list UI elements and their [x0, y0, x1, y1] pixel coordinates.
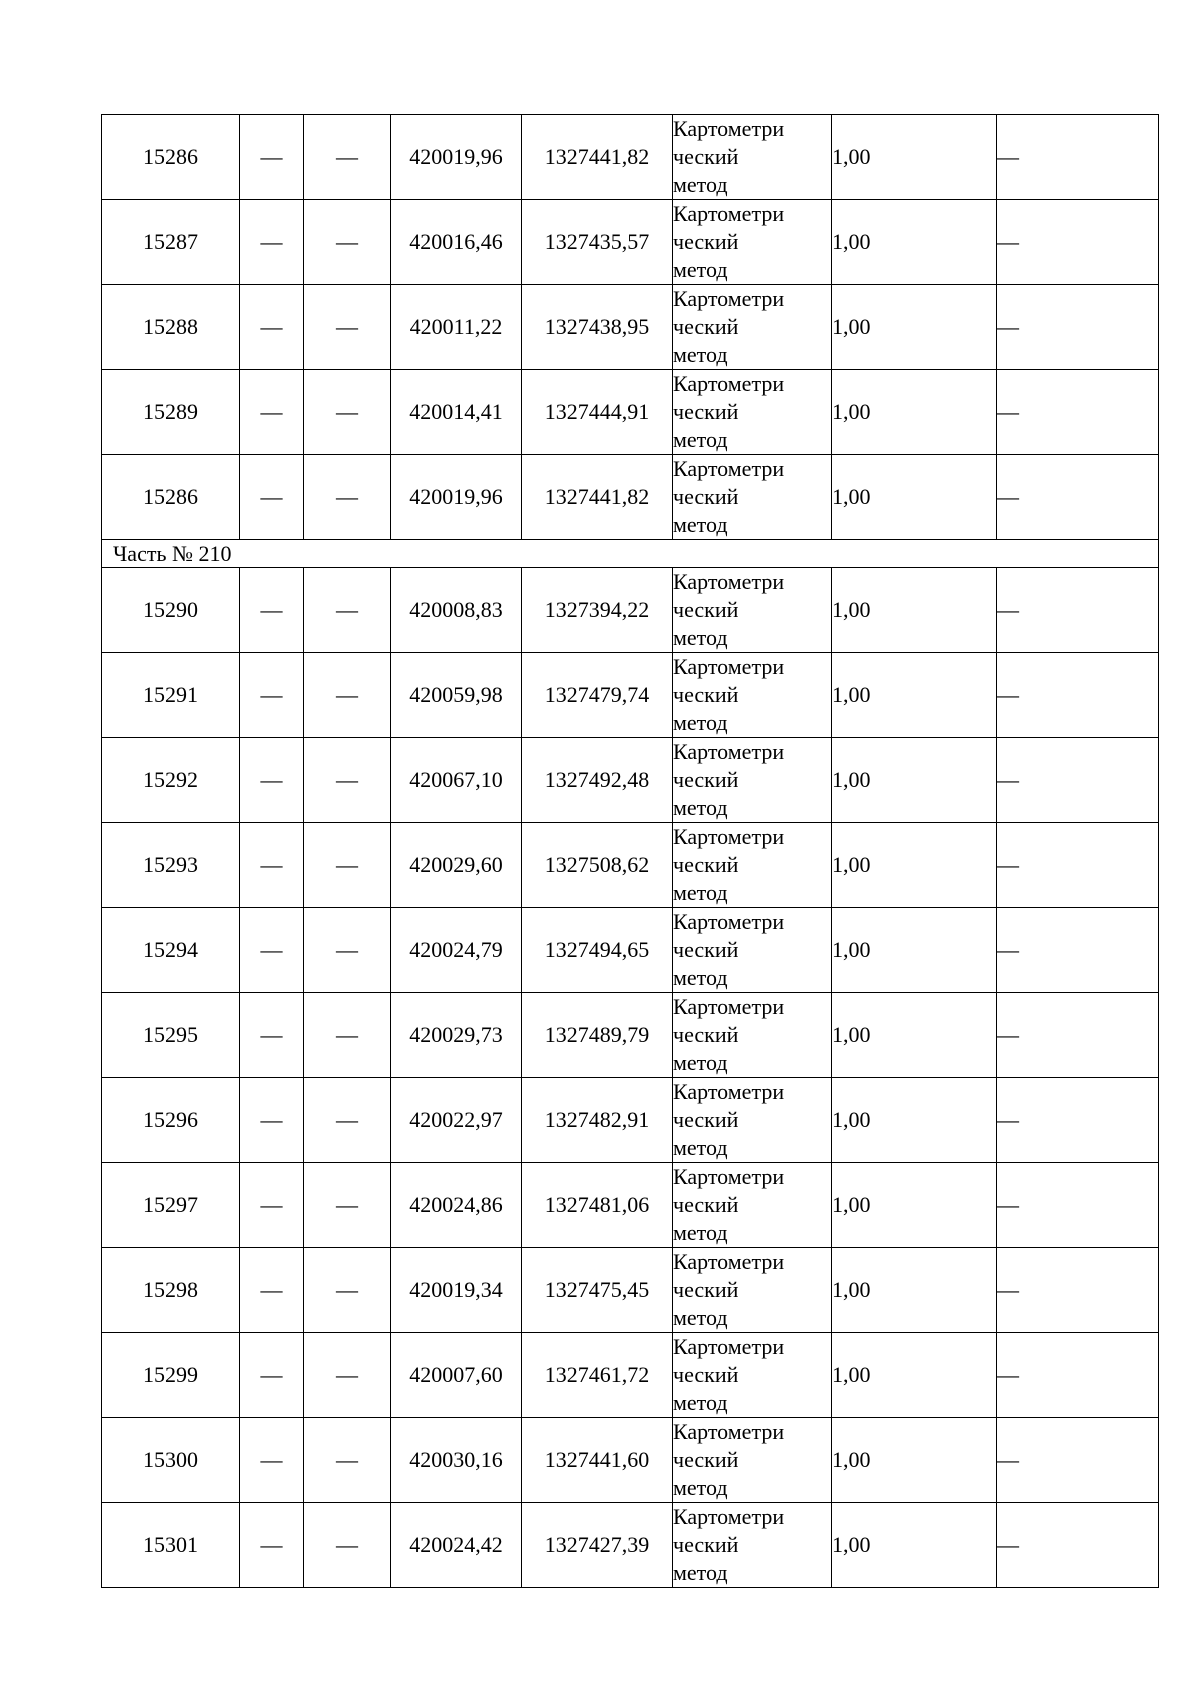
- empty-value-cell: —: [304, 568, 391, 653]
- coordinate-x-cell: 420019,34: [391, 1248, 522, 1333]
- method-text-line: Картометри: [673, 1334, 785, 1359]
- accuracy-cell: 1,00: [832, 370, 997, 455]
- accuracy-cell: 1,00: [832, 568, 997, 653]
- method-text-line: ческий: [673, 1107, 739, 1132]
- description-cell: —: [997, 1163, 1159, 1248]
- method-text-line: ческий: [673, 1447, 739, 1472]
- point-number-cell: 15298: [102, 1248, 240, 1333]
- empty-value-cell: —: [304, 455, 391, 540]
- coordinate-y-cell: 1327489,79: [522, 993, 673, 1078]
- coordinate-x-cell: 420019,96: [391, 115, 522, 200]
- description-cell: —: [997, 823, 1159, 908]
- method-text-line: метод: [673, 1305, 728, 1330]
- empty-value-cell: —: [304, 1418, 391, 1503]
- method-text-line: метод: [673, 512, 728, 537]
- empty-value-cell: —: [304, 908, 391, 993]
- method-cell: [673, 1248, 832, 1333]
- coordinate-y-cell: 1327508,62: [522, 823, 673, 908]
- method-text-line: метод: [673, 1050, 728, 1075]
- coordinate-x-cell: 420029,73: [391, 993, 522, 1078]
- table-row: [102, 908, 1159, 993]
- method-cell: [673, 200, 832, 285]
- empty-value-cell: —: [304, 738, 391, 823]
- description-cell: —: [997, 455, 1159, 540]
- empty-value-cell: —: [240, 370, 304, 455]
- coordinate-x-cell: 420016,46: [391, 200, 522, 285]
- coordinate-y-cell: 1327444,91: [522, 370, 673, 455]
- description-cell: —: [997, 993, 1159, 1078]
- description-cell: —: [997, 370, 1159, 455]
- method-text-line: Картометри: [673, 1164, 785, 1189]
- method-text-line: метод: [673, 342, 728, 367]
- method-text-line: ческий: [673, 399, 739, 424]
- point-number-cell: 15299: [102, 1333, 240, 1418]
- method-cell: [673, 1333, 832, 1418]
- method-text-line: метод: [673, 710, 728, 735]
- point-number-cell: 15295: [102, 993, 240, 1078]
- method-cell: [673, 1078, 832, 1163]
- point-number-cell: 15288: [102, 285, 240, 370]
- table-row: [102, 1163, 1159, 1248]
- description-cell: —: [997, 115, 1159, 200]
- empty-value-cell: —: [240, 1503, 304, 1588]
- coordinate-x-cell: 420022,97: [391, 1078, 522, 1163]
- method-text-line: ческий: [673, 1277, 739, 1302]
- accuracy-cell: 1,00: [832, 653, 997, 738]
- section-header-row: [102, 540, 1159, 568]
- method-text-line: метод: [673, 427, 728, 452]
- method-cell: [673, 823, 832, 908]
- empty-value-cell: —: [240, 285, 304, 370]
- method-text-line: Картометри: [673, 654, 785, 679]
- method-cell: [673, 1418, 832, 1503]
- method-text-line: метод: [673, 880, 728, 905]
- empty-value-cell: —: [240, 738, 304, 823]
- method-text-line: Картометри: [673, 201, 785, 226]
- method-text-line: Картометри: [673, 569, 785, 594]
- empty-value-cell: —: [304, 993, 391, 1078]
- point-number-cell: 15300: [102, 1418, 240, 1503]
- table-row: [102, 993, 1159, 1078]
- table-row: [102, 370, 1159, 455]
- method-text-line: ческий: [673, 314, 739, 339]
- table-row: [102, 738, 1159, 823]
- method-text-line: Картометри: [673, 456, 785, 481]
- table-row: [102, 200, 1159, 285]
- method-text-line: метод: [673, 1135, 728, 1160]
- method-text-line: Картометри: [673, 1504, 785, 1529]
- coordinate-x-cell: 420059,98: [391, 653, 522, 738]
- method-text-line: ческий: [673, 144, 739, 169]
- empty-value-cell: —: [304, 1078, 391, 1163]
- empty-value-cell: —: [240, 908, 304, 993]
- coordinate-y-cell: 1327441,82: [522, 115, 673, 200]
- accuracy-cell: 1,00: [832, 1078, 997, 1163]
- table-row: [102, 1418, 1159, 1503]
- empty-value-cell: —: [304, 653, 391, 738]
- section-title: Часть № 210: [102, 540, 1159, 568]
- description-cell: —: [997, 653, 1159, 738]
- table-row: [102, 1333, 1159, 1418]
- coordinate-x-cell: 420011,22: [391, 285, 522, 370]
- coordinate-y-cell: 1327435,57: [522, 200, 673, 285]
- method-text-line: ческий: [673, 1192, 739, 1217]
- empty-value-cell: —: [304, 1248, 391, 1333]
- method-text-line: ческий: [673, 852, 739, 877]
- empty-value-cell: —: [304, 1163, 391, 1248]
- table-row: [102, 1078, 1159, 1163]
- coordinate-y-cell: 1327394,22: [522, 568, 673, 653]
- description-cell: —: [997, 1418, 1159, 1503]
- method-text-line: метод: [673, 795, 728, 820]
- empty-value-cell: —: [240, 455, 304, 540]
- empty-value-cell: —: [240, 1333, 304, 1418]
- empty-value-cell: —: [240, 115, 304, 200]
- coordinate-y-cell: 1327492,48: [522, 738, 673, 823]
- accuracy-cell: 1,00: [832, 1163, 997, 1248]
- method-cell: [673, 370, 832, 455]
- empty-value-cell: —: [240, 993, 304, 1078]
- coordinate-y-cell: 1327461,72: [522, 1333, 673, 1418]
- accuracy-cell: 1,00: [832, 1333, 997, 1418]
- coordinate-x-cell: 420014,41: [391, 370, 522, 455]
- table-row: [102, 653, 1159, 738]
- accuracy-cell: 1,00: [832, 823, 997, 908]
- method-text-line: ческий: [673, 229, 739, 254]
- method-cell: [673, 285, 832, 370]
- table-row: [102, 1248, 1159, 1333]
- point-number-cell: 15286: [102, 115, 240, 200]
- empty-value-cell: —: [240, 1078, 304, 1163]
- method-cell: [673, 455, 832, 540]
- table-row: [102, 1503, 1159, 1588]
- description-cell: —: [997, 285, 1159, 370]
- coordinate-y-cell: 1327494,65: [522, 908, 673, 993]
- accuracy-cell: 1,00: [832, 200, 997, 285]
- coordinate-x-cell: 420030,16: [391, 1418, 522, 1503]
- point-number-cell: 15297: [102, 1163, 240, 1248]
- description-cell: —: [997, 200, 1159, 285]
- coordinate-y-cell: 1327438,95: [522, 285, 673, 370]
- empty-value-cell: —: [240, 823, 304, 908]
- method-text-line: метод: [673, 625, 728, 650]
- point-number-cell: 15287: [102, 200, 240, 285]
- method-text-line: Картометри: [673, 739, 785, 764]
- point-number-cell: 15294: [102, 908, 240, 993]
- table-row: [102, 823, 1159, 908]
- coordinate-y-cell: 1327482,91: [522, 1078, 673, 1163]
- method-text-line: метод: [673, 257, 728, 282]
- accuracy-cell: 1,00: [832, 908, 997, 993]
- empty-value-cell: —: [240, 653, 304, 738]
- table-row: [102, 115, 1159, 200]
- method-text-line: Картометри: [673, 1079, 785, 1104]
- description-cell: —: [997, 568, 1159, 653]
- method-text-line: Картометри: [673, 994, 785, 1019]
- empty-value-cell: —: [304, 1333, 391, 1418]
- description-cell: —: [997, 1503, 1159, 1588]
- method-text-line: ческий: [673, 1532, 739, 1557]
- coordinate-y-cell: 1327481,06: [522, 1163, 673, 1248]
- method-text-line: метод: [673, 172, 728, 197]
- description-cell: —: [997, 1248, 1159, 1333]
- empty-value-cell: —: [304, 115, 391, 200]
- method-text-line: Картометри: [673, 286, 785, 311]
- method-text-line: ческий: [673, 1362, 739, 1387]
- point-number-cell: 15293: [102, 823, 240, 908]
- empty-value-cell: —: [304, 200, 391, 285]
- coordinate-y-cell: 1327441,82: [522, 455, 673, 540]
- method-text-line: Картометри: [673, 371, 785, 396]
- empty-value-cell: —: [240, 1418, 304, 1503]
- coordinate-x-cell: 420029,60: [391, 823, 522, 908]
- point-number-cell: 15289: [102, 370, 240, 455]
- method-cell: [673, 115, 832, 200]
- accuracy-cell: 1,00: [832, 993, 997, 1078]
- accuracy-cell: 1,00: [832, 455, 997, 540]
- method-text-line: ческий: [673, 767, 739, 792]
- empty-value-cell: —: [240, 568, 304, 653]
- accuracy-cell: 1,00: [832, 1248, 997, 1333]
- empty-value-cell: —: [304, 823, 391, 908]
- coordinates-table: [101, 114, 1159, 1588]
- accuracy-cell: 1,00: [832, 285, 997, 370]
- coordinate-x-cell: 420024,42: [391, 1503, 522, 1588]
- empty-value-cell: —: [304, 370, 391, 455]
- method-text-line: Картометри: [673, 909, 785, 934]
- table-row: [102, 455, 1159, 540]
- coordinate-x-cell: 420008,83: [391, 568, 522, 653]
- coordinate-y-cell: 1327475,45: [522, 1248, 673, 1333]
- method-text-line: ческий: [673, 597, 739, 622]
- method-cell: [673, 1163, 832, 1248]
- coordinate-y-cell: 1327479,74: [522, 653, 673, 738]
- method-text-line: Картометри: [673, 116, 785, 141]
- coordinate-x-cell: 420007,60: [391, 1333, 522, 1418]
- method-cell: [673, 568, 832, 653]
- coordinate-x-cell: 420067,10: [391, 738, 522, 823]
- empty-value-cell: —: [240, 1248, 304, 1333]
- table-body: [102, 115, 1159, 1588]
- point-number-cell: 15292: [102, 738, 240, 823]
- method-text-line: метод: [673, 1220, 728, 1245]
- method-text-line: Картометри: [673, 1419, 785, 1444]
- method-text-line: Картометри: [673, 1249, 785, 1274]
- method-text-line: метод: [673, 1475, 728, 1500]
- coordinate-x-cell: 420024,79: [391, 908, 522, 993]
- method-text-line: метод: [673, 1560, 728, 1585]
- accuracy-cell: 1,00: [832, 1503, 997, 1588]
- point-number-cell: 15286: [102, 455, 240, 540]
- empty-value-cell: —: [304, 1503, 391, 1588]
- table-row: [102, 285, 1159, 370]
- coordinate-y-cell: 1327427,39: [522, 1503, 673, 1588]
- coordinate-y-cell: 1327441,60: [522, 1418, 673, 1503]
- description-cell: —: [997, 1078, 1159, 1163]
- method-cell: [673, 738, 832, 823]
- point-number-cell: 15296: [102, 1078, 240, 1163]
- accuracy-cell: 1,00: [832, 1418, 997, 1503]
- method-text-line: ческий: [673, 1022, 739, 1047]
- point-number-cell: 15301: [102, 1503, 240, 1588]
- coordinate-x-cell: 420019,96: [391, 455, 522, 540]
- point-number-cell: 15290: [102, 568, 240, 653]
- method-text-line: ческий: [673, 682, 739, 707]
- method-text-line: метод: [673, 1390, 728, 1415]
- method-text-line: метод: [673, 965, 728, 990]
- description-cell: —: [997, 908, 1159, 993]
- point-number-cell: 15291: [102, 653, 240, 738]
- method-text-line: ческий: [673, 937, 739, 962]
- empty-value-cell: —: [304, 285, 391, 370]
- description-cell: —: [997, 738, 1159, 823]
- accuracy-cell: 1,00: [832, 115, 997, 200]
- method-cell: [673, 993, 832, 1078]
- method-cell: [673, 908, 832, 993]
- table-row: [102, 568, 1159, 653]
- description-cell: —: [997, 1333, 1159, 1418]
- method-text-line: Картометри: [673, 824, 785, 849]
- method-text-line: ческий: [673, 484, 739, 509]
- coordinate-x-cell: 420024,86: [391, 1163, 522, 1248]
- method-cell: [673, 653, 832, 738]
- accuracy-cell: 1,00: [832, 738, 997, 823]
- empty-value-cell: —: [240, 200, 304, 285]
- empty-value-cell: —: [240, 1163, 304, 1248]
- method-cell: [673, 1503, 832, 1588]
